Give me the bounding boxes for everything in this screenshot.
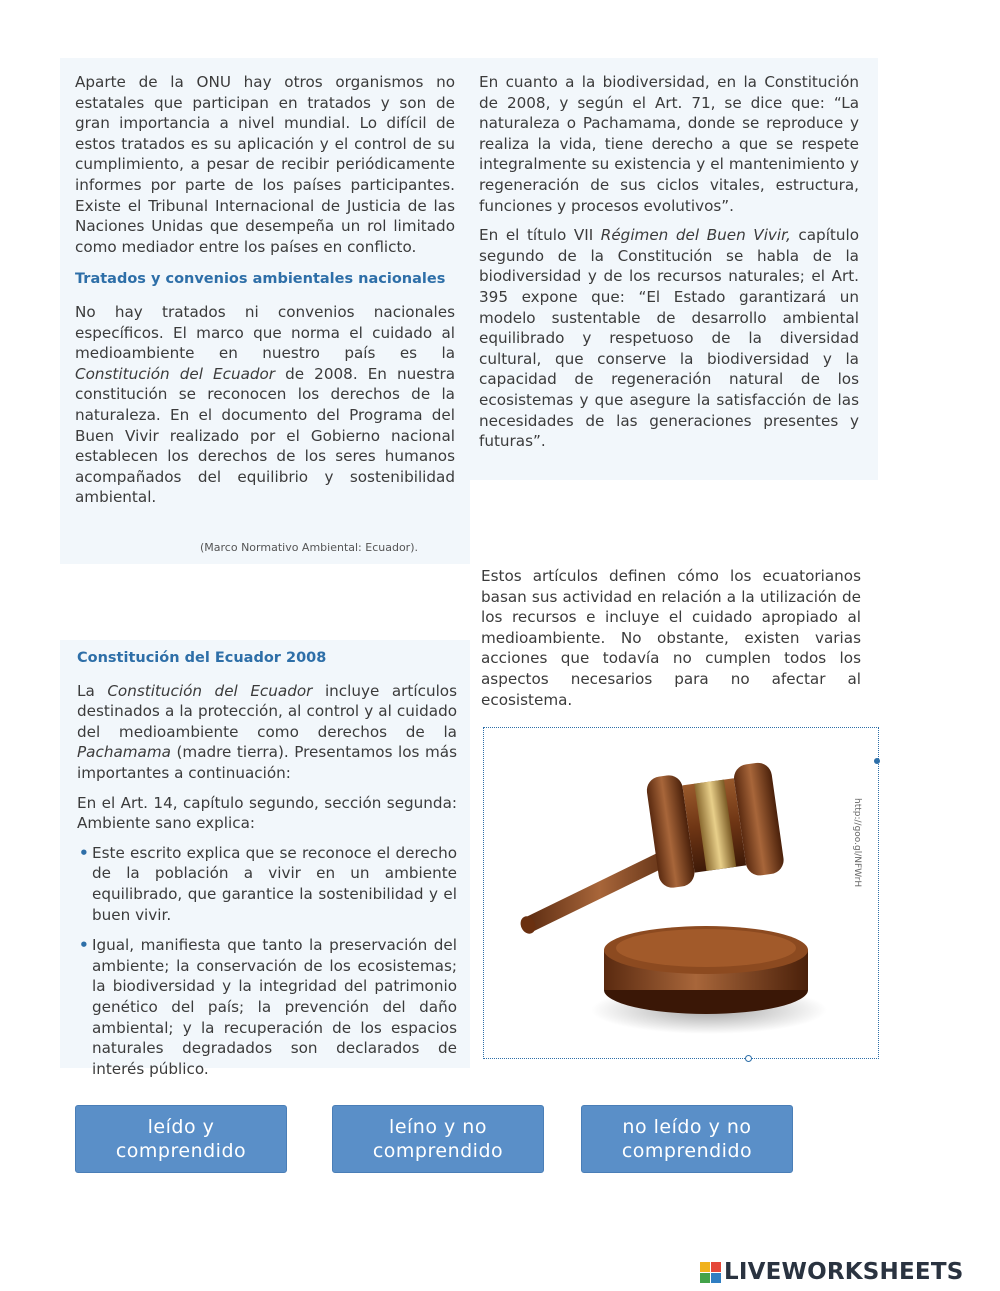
constitution-heading: Constitución del Ecuador 2008 — [77, 650, 327, 666]
not-read-not-understood-button[interactable]: no leído y no comprendido — [581, 1105, 793, 1173]
right-column-top — [479, 72, 859, 461]
list-item: • Igual, manifiesta que tanto la preservación del ambiente; la conservación de los ecosistemas; la biodiversidad y la integridad del patrimonio genético del país; la prevención del daño ambiental; y la recuperación de los espacios naturales degradados son declarados de interés público. — [77, 935, 457, 1079]
frame-corner-ring — [745, 1055, 752, 1062]
art14-paragraph: En el Art. 14, capítulo segundo, sección segunda: Ambiente sano explica: — [77, 793, 457, 833]
list-item: • Este escrito explica que se reconoce el derecho de la población a vivir en un ambiente equilibrado, que garantice la sostenibilidad y el buen vivir. — [77, 843, 457, 925]
biodiversity-paragraph: En cuanto a la biodiversidad, en la Constitución de 2008, y según el Art. 71, se dice que: “La naturaleza o Pachamama, donde se reproduce y realiza la vida, tiene derecho a que se respete integralmente su existencia y el mantenimiento y regeneración de sus ciclos vitales, estructura, funciones y procesos evolutivos”. — [479, 73, 859, 215]
gavel-head — [645, 761, 785, 889]
emphasis-regimen: Régimen del Buen Vivir, — [600, 226, 791, 245]
read-not-understood-button[interactable]: leíno y no comprendido — [332, 1105, 544, 1173]
emphasis-constitution: Constitución del Ecuador — [75, 364, 276, 383]
right-column-lower — [481, 566, 861, 719]
liveworksheets-logo — [700, 1258, 963, 1286]
buen-vivir-paragraph: En el título VII Régimen del Buen Vivir, capítulo segundo de la Constitución se habla de la biodiversidad y de los recursos naturales; el Art. 395 expone que: “El Estado garantizará un modelo sustentable de desarrollo ambiental equilibrado y respetuoso de la diversidad cultural, que conserve la biodiversidad y la capacidad de regeneración natural de los ecosistemas y que asegure la satisfacción de las necesidades de las generaciones presentes y futuras”. — [479, 226, 859, 451]
liveworksheets-brand-name: LIVEWORKSHEETS — [724, 1259, 964, 1285]
read-understood-button[interactable]: leído y comprendido — [75, 1105, 287, 1173]
intro-paragraph: Aparte de la ONU hay otros organismos no estatales que participan en tratados y son de gran importancia a nivel mundial. Lo difícil de estos tratados es su aplicación y el control de su cumplimiento, a pesar de recibir periódicamente informes por parte de los países participantes. Existe el Tribunal Internacional de Justicia de las Naciones Unidas que desempeña un rol limitado como mediador entre los países en conflicto. — [75, 73, 455, 256]
gavel-image-frame — [483, 727, 879, 1059]
frame-corner-dot — [874, 758, 880, 764]
articles-summary-paragraph: Estos artículos definen cómo los ecuatorianos basan sus actividad en relación a la utilización de los recursos e incluye el cuidado apropiado al medioambiente. No obstante, existen varias acciones que todavía no cumplen todos los aspectos necesarios para no afectar al ecosistema. — [481, 567, 861, 709]
constitution-section — [77, 648, 457, 1089]
image-source-url: http://goo.gl/NFWrH — [852, 798, 862, 888]
constitution-intro-paragraph: La Constitución del Ecuador incluye artículos destinados a la protección, al control y al cuidado del medioambiente como derechos de la Pachamama (madre tierra). Presentamos los más importantes a continuación: — [77, 681, 457, 782]
left-column-top — [75, 72, 455, 517]
source-caption: (Marco Normativo Ambiental: Ecuador). — [200, 541, 418, 554]
national-treaties-paragraph: No hay tratados ni convenios nacionales específicos. El marco que norma el cuidado al medioambiente en nuestro país es la Constitución del Ecuador de 2008. En nuestra constitución se reconocen los derechos de la naturaleza. En el documento del Programa del Buen Vivir realizado por el Gobierno nacional establecen los derechos de los seres humanos acompañados del equilibrio y sostenibilidad ambiental. — [75, 302, 455, 507]
art14-bullet-list — [77, 843, 457, 1080]
section-heading-national-treaties: Tratados y convenios ambientales nacionales — [75, 271, 446, 288]
sound-block-top-highlight — [616, 929, 796, 967]
liveworksheets-logo-icon — [700, 1262, 721, 1283]
gavel-image — [484, 728, 877, 1057]
